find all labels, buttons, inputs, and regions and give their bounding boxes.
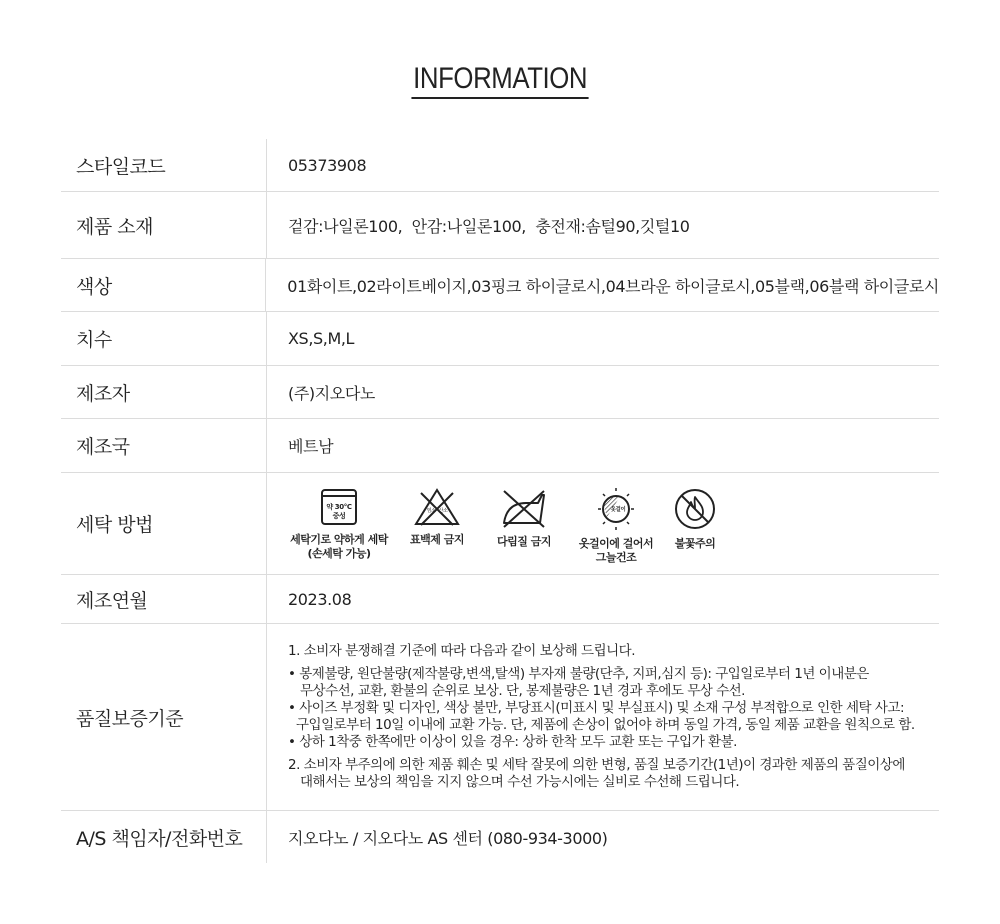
row-value: 베트남 bbox=[288, 437, 334, 456]
row-label: 제품 소재 bbox=[61, 192, 267, 258]
warranty-line: • 상하 1착중 한쪽에만 이상이 있을 경우: 상하 한착 모두 교환 또는 구입가 환불. bbox=[288, 734, 737, 750]
row-size bbox=[61, 312, 939, 366]
row-color bbox=[61, 259, 939, 312]
wash-caption bbox=[410, 533, 464, 547]
wash-caption-line: 그늘건조 bbox=[595, 550, 637, 564]
row-manufactured-date bbox=[61, 575, 939, 624]
row-label: 품질보증기준 bbox=[61, 624, 267, 810]
wash-caption-line: 옷걸이에 걸어서 bbox=[578, 536, 654, 550]
row-washing bbox=[61, 473, 939, 575]
warranty-line: 1. 소비자 분쟁해결 기준에 따라 다음과 같이 보상해 드립니다. bbox=[288, 643, 635, 659]
warranty-line: 대해서는 보상의 책임을 지지 않으며 수선 가능시에는 실비로 수선해 드립니다. bbox=[300, 774, 740, 790]
row-value: 겉감:나일론100, 안감:나일론100, 충전재:솜털90,깃털10 bbox=[288, 216, 690, 236]
wash-item bbox=[568, 487, 664, 565]
wash-caption bbox=[579, 537, 653, 565]
wash-caption-line: 불꽃주의 bbox=[674, 536, 716, 550]
row-value: (주)지오다노 bbox=[288, 383, 375, 403]
row-label: 스타일코드 bbox=[61, 139, 267, 191]
row-label: 색상 bbox=[61, 259, 266, 311]
row-country bbox=[61, 419, 939, 473]
row-as-contact bbox=[61, 811, 939, 863]
warranty-line: • 사이즈 부정확 및 디자인, 색상 불만, 부당표시(미표시 및 부실표시) 및 소재 구성 부적합으로 인한 세탁 사고: bbox=[288, 700, 905, 716]
row-label: 제조국 bbox=[61, 419, 267, 472]
warranty-text bbox=[267, 624, 939, 810]
hang-dry-shade-icon bbox=[593, 487, 639, 531]
row-label: 제조자 bbox=[61, 366, 267, 418]
row-label: 치수 bbox=[61, 312, 267, 365]
row-warranty bbox=[61, 624, 939, 811]
row-value: 05373908 bbox=[288, 155, 367, 175]
wash-caption-line: 표백제 금지 bbox=[410, 532, 464, 546]
wash-caption-line: 세탁기로 약하게 세탁 bbox=[290, 532, 388, 546]
bleach-chlorine-text: 염소 bbox=[426, 507, 436, 514]
no-iron-icon bbox=[500, 487, 548, 529]
row-value: XS,S,M,L bbox=[288, 329, 355, 348]
wash-caption bbox=[290, 533, 388, 561]
wash-detergent-text: 중성 bbox=[332, 511, 346, 520]
wash-30-gentle-icon bbox=[319, 487, 359, 527]
wash-caption-line: (손세탁 가능) bbox=[307, 546, 371, 560]
warranty-line: 2. 소비자 부주의에 의한 제품 훼손 및 세탁 잘못에 의한 변형, 품질 보증기간(1년)이 경과한 제품의 품질이상에 bbox=[288, 757, 905, 773]
bleach-oxygen-text: 산소 bbox=[438, 507, 448, 514]
row-value: 2023.08 bbox=[288, 589, 352, 609]
wash-item bbox=[394, 487, 480, 547]
wash-temp-text: 약 30°C bbox=[326, 502, 352, 511]
wash-icon-list bbox=[284, 483, 726, 565]
wash-caption bbox=[497, 535, 551, 549]
wash-item bbox=[284, 487, 394, 561]
wash-caption-line: 다림질 금지 bbox=[497, 534, 551, 548]
wash-item bbox=[480, 487, 568, 549]
page-title: INFORMATION bbox=[411, 62, 588, 99]
warranty-line: 구입일로부터 10일 이내에 교환 가능. 단, 제품에 손상이 없어야 하며 동일 가격, 동일 제품 교환을 원칙으로 함. bbox=[296, 717, 915, 733]
row-value: 01화이트,02라이트베이지,03핑크 하이글로시,04브라운 하이글로시,05블랙,06블랙 하이글로시 bbox=[287, 276, 939, 296]
wash-caption bbox=[675, 537, 716, 551]
title-wrap bbox=[0, 62, 1000, 99]
row-style-code bbox=[61, 139, 939, 192]
row-manufacturer bbox=[61, 366, 939, 419]
no-bleach-icon bbox=[413, 487, 461, 527]
row-label: 세탁 방법 bbox=[61, 473, 267, 574]
warranty-line: 무상수선, 교환, 환불의 순위로 보상. 단, 봉제불량은 1년 경과 후에도 무상 수선. bbox=[300, 683, 745, 699]
no-fire-icon bbox=[673, 487, 717, 531]
washing-icons bbox=[267, 473, 939, 574]
row-material bbox=[61, 192, 939, 259]
row-value: 지오다노 / 지오다노 AS 센터 (080-934-3000) bbox=[288, 828, 608, 848]
hanger-text: 옷걸이 bbox=[610, 506, 626, 513]
info-table bbox=[61, 139, 939, 863]
warranty-line: • 봉제불량, 원단불량(제작불량,변색,탈색) 부자재 불량(단추, 지퍼,심지 등): 구입일로부터 1년 이내분은 bbox=[288, 666, 869, 682]
wash-item bbox=[664, 487, 726, 551]
row-label: A/S 책임자/전화번호 bbox=[61, 811, 267, 863]
row-label: 제조연월 bbox=[61, 575, 267, 623]
